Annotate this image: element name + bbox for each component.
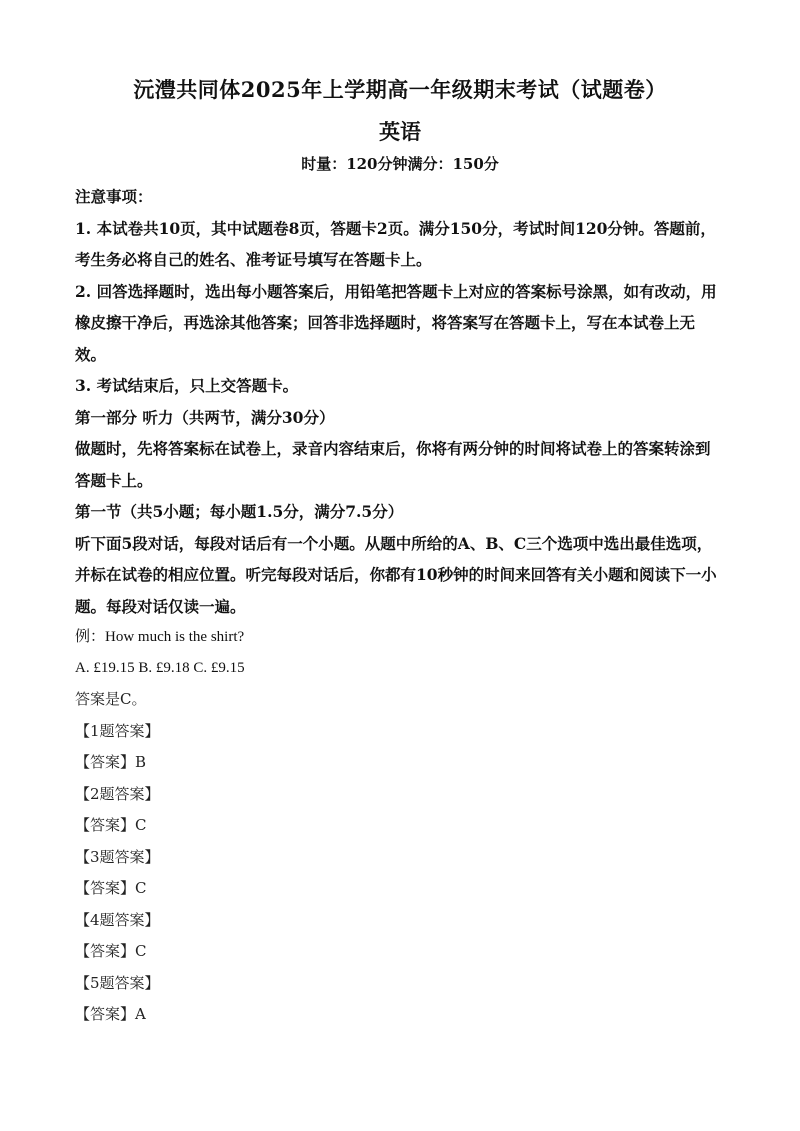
answer-value: 【答案】C bbox=[75, 879, 147, 897]
answer-label: 【1题答案】 bbox=[75, 721, 160, 740]
answer-label: 【4题答案】 bbox=[75, 910, 160, 929]
page-title: 沅澧共同体2025年上学期高一年级期末考试（试题卷） bbox=[133, 77, 667, 102]
note-item: 1. 本试卷共10页，其中试题卷8页，答题卡2页。满分150分，考试时间120分钟。答题前，考生务必将自己的姓名、准考证号填写在答题卡上。 bbox=[75, 218, 716, 269]
example-question: 例：How much is the shirt? bbox=[75, 629, 245, 645]
document-body bbox=[75, 181, 725, 1031]
section1-heading: 第一节（共5小题；每小题1.5分，满分7.5分） bbox=[75, 502, 404, 521]
answer-value: 【答案】B bbox=[75, 753, 147, 771]
answer-value: 【答案】A bbox=[75, 1005, 146, 1023]
part1-heading: 第一部分 听力（共两节，满分30分） bbox=[75, 407, 335, 427]
note-item: 3. 考试结束后，只上交答题卡。 bbox=[75, 376, 299, 395]
example-options: A. £19.15 B. £9.18 C. £9.15 bbox=[75, 660, 245, 676]
answer-value: 【答案】C bbox=[75, 942, 147, 960]
answer-label: 【2题答案】 bbox=[75, 784, 160, 803]
example-answer: 答案是C。 bbox=[75, 690, 147, 708]
subject-heading: 英语 bbox=[379, 119, 421, 144]
answer-label: 【5题答案】 bbox=[75, 973, 160, 992]
note-item: 2. 回答选择题时，选出每小题答案后，用铅笔把答题卡上对应的答案标号涂黑，如有改动，用橡皮擦干净后，再选涂其他答案；回答非选择题时，将答案写在答题卡上，写在本试卷上无效。 bbox=[75, 281, 717, 364]
part1-instructions: 做题时，先将答案标在试卷上，录音内容结束后，你将有两分钟的时间将试卷上的答案转涂到答题卡上。 bbox=[75, 439, 711, 490]
answer-value: 【答案】C bbox=[75, 816, 147, 834]
section1-instructions: 听下面5段对话，每段对话后有一个小题。从题中所给的A、B、C三个选项中选出最佳选项，并标在试卷的相应位置。听完每段对话后，你都有10秒钟的时间来回答有关小题和阅读下一小题。每段对话仅读一遍。 bbox=[75, 533, 717, 616]
answer-label: 【3题答案】 bbox=[75, 847, 160, 866]
notes-heading: 注意事项： bbox=[75, 187, 153, 206]
exam-duration: 时量：120分钟满分：150分 bbox=[301, 155, 499, 173]
